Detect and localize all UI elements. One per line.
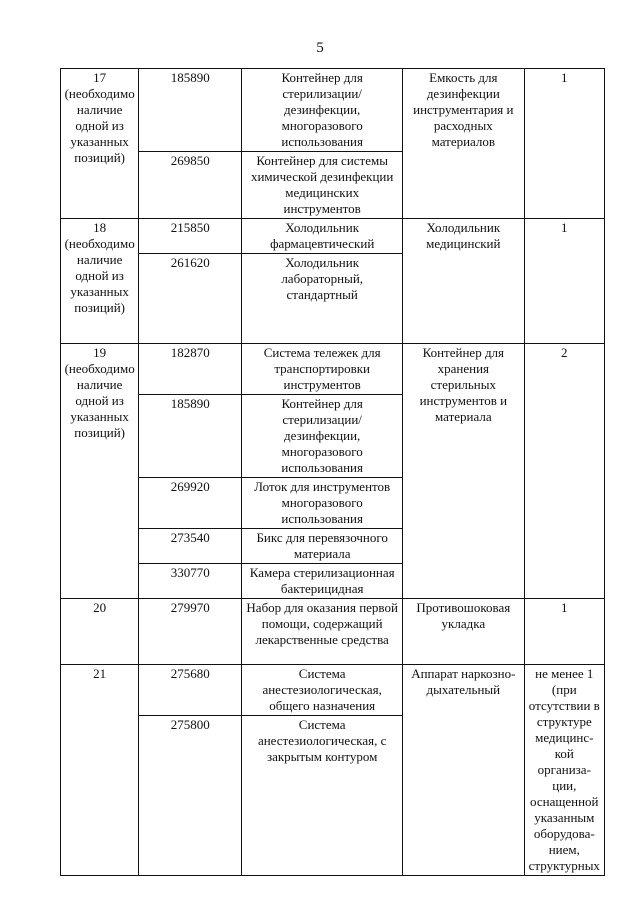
code-cell: 330770	[139, 564, 242, 599]
page-number: 5	[316, 40, 324, 56]
kind-cell: Контейнер для хранения стерильных инструментов и материала	[403, 344, 525, 599]
name-cell: Система тележек для транспортировки инструментов	[242, 344, 403, 395]
name-cell: Набор для оказания первой помощи, содержащий лекарственные средства	[242, 599, 403, 665]
code-cell: 261620	[139, 254, 242, 344]
name-cell: Бикс для перевязочного материала	[242, 529, 403, 564]
name-cell: Контейнер для системы химической дезинфекции медицинских инструментов	[242, 152, 403, 219]
item-number-cell: 19 (необходимо наличие одной из указанных позиций)	[61, 344, 139, 599]
name-cell: Контейнер для стерилизации/ дезинфекции, многоразового использования	[242, 395, 403, 478]
kind-cell: Аппарат наркозно-дыхательный	[403, 665, 525, 876]
item-number-cell: 20	[61, 599, 139, 665]
code-cell: 269920	[139, 478, 242, 529]
table-row	[61, 665, 605, 716]
code-cell: 185890	[139, 69, 242, 152]
code-cell: 182870	[139, 344, 242, 395]
code-cell: 279970	[139, 599, 242, 665]
code-cell: 275680	[139, 665, 242, 716]
name-cell: Камера стерилизационная бактерицидная	[242, 564, 403, 599]
code-cell: 273540	[139, 529, 242, 564]
qty-cell: не менее 1 (при отсутствии в структуре медицинс-кой организа-ции, оснащенной указанным оборудова-нием, структурных	[524, 665, 604, 876]
kind-cell: Противошоковая укладка	[403, 599, 525, 665]
table-row	[61, 69, 605, 152]
name-cell: Холодильник фармацевтический	[242, 219, 403, 254]
qty-cell: 1	[524, 599, 604, 665]
table-row	[61, 219, 605, 254]
code-cell: 275800	[139, 716, 242, 876]
code-cell: 269850	[139, 152, 242, 219]
name-cell: Контейнер для стерилизации/ дезинфекции, многоразового использования	[242, 69, 403, 152]
item-number-cell: 18 (необходимо наличие одной из указанных позиций)	[61, 219, 139, 344]
qty-cell: 1	[524, 69, 604, 219]
equipment-table	[60, 68, 605, 876]
name-cell: Система анестезиологическая, с закрытым контуром	[242, 716, 403, 876]
qty-cell: 2	[524, 344, 604, 599]
code-cell: 185890	[139, 395, 242, 478]
item-number-cell: 17 (необходимо наличие одной из указанных позиций)	[61, 69, 139, 219]
qty-cell: 1	[524, 219, 604, 344]
kind-cell: Емкость для дезинфекции инструментария и расходных материалов	[403, 69, 525, 219]
table-row	[61, 599, 605, 665]
kind-cell: Холодильник медицинский	[403, 219, 525, 344]
table-row	[61, 344, 605, 395]
name-cell: Лоток для инструментов многоразового использования	[242, 478, 403, 529]
name-cell: Система анестезиологическая, общего назначения	[242, 665, 403, 716]
name-cell: Холодильник лабораторный, стандартный	[242, 254, 403, 344]
code-cell: 215850	[139, 219, 242, 254]
item-number-cell: 21	[61, 665, 139, 876]
